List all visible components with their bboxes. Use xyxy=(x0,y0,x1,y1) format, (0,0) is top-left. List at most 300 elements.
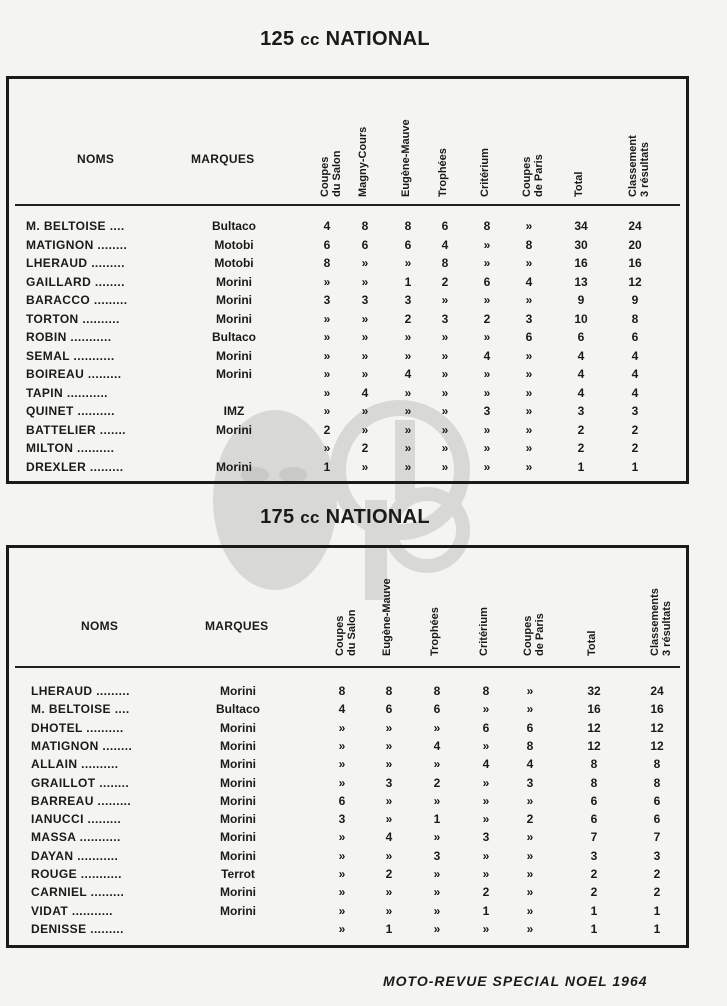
rider-name: MATIGNON ........ xyxy=(26,237,128,252)
score-cell: » xyxy=(482,702,490,717)
score-cell: 6 xyxy=(361,237,369,252)
score-cell: 1 xyxy=(433,812,441,827)
table-row xyxy=(9,684,686,702)
rider-name: MATIGNON ........ xyxy=(31,738,133,753)
score-cell: » xyxy=(323,311,331,326)
table-row xyxy=(9,776,686,794)
table-row xyxy=(9,238,686,256)
score-cell: 3 xyxy=(441,311,449,326)
score-cell: » xyxy=(441,441,449,455)
table-row xyxy=(9,441,686,459)
score-cell: » xyxy=(385,738,393,753)
brand-name: Morini xyxy=(216,422,252,437)
score-cell: » xyxy=(385,903,393,918)
score-cell: » xyxy=(361,330,369,344)
brand-name: Morini xyxy=(220,885,256,900)
table-row xyxy=(9,922,686,940)
score-cell: 6 xyxy=(482,720,490,735)
rider-name: BOIREAU ......... xyxy=(26,367,122,381)
score-cell: » xyxy=(526,921,534,936)
table-row xyxy=(9,849,686,867)
t1-column-header xyxy=(521,154,545,197)
score-cell: 24 xyxy=(628,219,642,233)
score-cell: 34 xyxy=(574,219,588,233)
table1-title: 125 cc NATIONAL xyxy=(260,28,430,50)
score-cell: » xyxy=(361,311,369,326)
score-cell: 6 xyxy=(577,330,585,344)
rider-name: GRAILLOT ........ xyxy=(31,775,130,790)
brand-name: Morini xyxy=(220,738,256,753)
rider-name: BARREAU ......... xyxy=(31,793,132,808)
score-cell: 8 xyxy=(361,219,369,233)
score-cell: 2 xyxy=(433,775,441,790)
score-cell: 3 xyxy=(385,775,393,790)
t1-column-header-line1: Coupes xyxy=(319,156,331,197)
score-cell: 1 xyxy=(653,903,661,918)
brand-name: Morini xyxy=(220,848,256,863)
score-cell: » xyxy=(483,293,491,307)
t1-column-header-line1: Critérium xyxy=(479,148,491,197)
table-row xyxy=(9,830,686,848)
score-cell: 12 xyxy=(650,738,664,753)
score-cell: 1 xyxy=(590,903,598,918)
table1-header-rule xyxy=(15,204,680,206)
score-cell: 2 xyxy=(577,422,585,437)
t1-column-header xyxy=(319,151,343,197)
score-cell: » xyxy=(404,422,412,437)
score-cell: 2 xyxy=(323,422,331,437)
table-row xyxy=(9,256,686,274)
score-cell: 2 xyxy=(482,885,490,900)
score-cell: » xyxy=(433,903,441,918)
score-cell: » xyxy=(441,367,449,381)
score-cell: 4 xyxy=(631,367,639,381)
score-cell: 16 xyxy=(628,256,642,270)
score-cell: 2 xyxy=(653,867,661,881)
t2-column-header xyxy=(522,613,546,656)
score-cell: » xyxy=(441,404,449,418)
score-cell: » xyxy=(433,793,441,808)
score-cell: 1 xyxy=(323,459,331,474)
table-row xyxy=(9,460,686,478)
score-cell: » xyxy=(482,793,490,808)
score-cell: » xyxy=(361,348,369,363)
score-cell: » xyxy=(361,256,369,270)
table-row xyxy=(9,312,686,330)
score-cell: » xyxy=(441,422,449,437)
score-cell: 6 xyxy=(590,812,598,827)
score-cell: » xyxy=(482,738,490,753)
score-cell: 9 xyxy=(631,293,639,307)
score-cell: 8 xyxy=(482,684,490,698)
score-cell: 4 xyxy=(577,385,585,400)
brand-name: Bultaco xyxy=(215,702,260,717)
score-cell: 6 xyxy=(653,793,661,808)
rider-name: CARNIEL ......... xyxy=(31,885,125,900)
score-cell: » xyxy=(323,348,331,363)
score-cell: 8 xyxy=(338,684,346,698)
score-cell: 6 xyxy=(653,812,661,827)
brand-name: Morini xyxy=(220,812,256,827)
score-cell: » xyxy=(441,348,449,363)
score-cell: » xyxy=(338,775,346,790)
score-cell: 12 xyxy=(650,720,664,735)
score-cell: 2 xyxy=(590,867,598,881)
score-cell: » xyxy=(338,720,346,735)
t2-column-header-line2: de Paris xyxy=(534,613,546,656)
score-cell: 2 xyxy=(631,441,639,455)
table2-noms-header: NOMS xyxy=(81,619,119,633)
score-cell: » xyxy=(441,459,449,474)
score-cell: 4 xyxy=(404,367,412,381)
rider-name: BARACCO ......... xyxy=(26,293,128,307)
table-row xyxy=(9,423,686,441)
score-cell: 4 xyxy=(433,738,441,753)
score-cell: 12 xyxy=(587,738,601,753)
score-cell: 24 xyxy=(650,684,664,698)
score-cell: 32 xyxy=(587,684,601,698)
score-cell: » xyxy=(483,385,491,400)
table-row xyxy=(9,794,686,812)
rider-name: M. BELTOISE .... xyxy=(26,219,125,233)
score-cell: » xyxy=(526,848,534,863)
score-cell: » xyxy=(433,830,441,845)
score-cell: 7 xyxy=(590,830,598,845)
t1-column-header xyxy=(627,135,651,197)
score-cell: » xyxy=(482,812,490,827)
brand-name: Morini xyxy=(216,274,252,289)
score-cell: 6 xyxy=(385,702,393,717)
score-cell: » xyxy=(482,775,490,790)
t2-column-header xyxy=(586,631,598,656)
score-cell: 3 xyxy=(361,293,369,307)
score-cell: 16 xyxy=(587,702,601,717)
score-cell: » xyxy=(338,848,346,863)
score-cell: 4 xyxy=(441,237,449,252)
score-cell: 2 xyxy=(526,812,534,827)
rider-name: SEMAL ........... xyxy=(26,348,115,363)
score-cell: » xyxy=(526,903,534,918)
table-row xyxy=(9,702,686,720)
brand-name: Morini xyxy=(220,684,256,698)
score-cell: » xyxy=(525,293,533,307)
t2-column-header-line1: Coupes xyxy=(522,615,534,656)
score-cell: 8 xyxy=(404,219,412,233)
rider-name: DREXLER ......... xyxy=(26,459,124,474)
score-cell: » xyxy=(323,385,331,400)
score-cell: » xyxy=(323,330,331,344)
brand-name: Morini xyxy=(220,757,256,772)
score-cell: 3 xyxy=(323,293,331,307)
t2-column-header-line1: Classements xyxy=(649,588,661,656)
t2-column-header xyxy=(381,578,393,656)
t1-column-header xyxy=(357,127,369,197)
score-cell: 3 xyxy=(525,311,533,326)
table2 xyxy=(6,545,689,948)
score-cell: 6 xyxy=(338,793,346,808)
score-cell: » xyxy=(525,404,533,418)
score-cell: 1 xyxy=(482,903,490,918)
score-cell: » xyxy=(338,867,346,881)
score-cell: » xyxy=(526,867,534,881)
score-cell: 4 xyxy=(577,348,585,363)
score-cell: » xyxy=(526,830,534,845)
score-cell: » xyxy=(404,256,412,270)
score-cell: 6 xyxy=(441,219,449,233)
score-cell: 12 xyxy=(628,274,642,289)
rider-name: M. BELTOISE .... xyxy=(31,702,130,717)
table-row xyxy=(9,812,686,830)
score-cell: 8 xyxy=(441,256,449,270)
t1-column-header xyxy=(437,148,449,197)
score-cell: 8 xyxy=(526,738,534,753)
score-cell: 7 xyxy=(653,830,661,845)
t1-column-header-line1: Coupes xyxy=(521,156,533,197)
score-cell: 8 xyxy=(323,256,331,270)
t1-column-header-line1: Total xyxy=(573,171,585,197)
score-cell: » xyxy=(482,867,490,881)
score-cell: 16 xyxy=(650,702,664,717)
score-cell: 2 xyxy=(361,441,369,455)
t1-column-header xyxy=(573,172,585,197)
t2-column-header-line1: Eugène-Mauve xyxy=(381,578,393,656)
t2-column-header-line1: Total xyxy=(586,630,598,656)
brand-name: Motobi xyxy=(214,256,254,270)
table-row xyxy=(9,386,686,404)
rider-name: DAYAN ........... xyxy=(31,848,119,863)
t1-column-header-line1: Classement xyxy=(627,135,639,197)
rider-name: DHOTEL .......... xyxy=(31,720,124,735)
score-cell: 1 xyxy=(631,459,639,474)
score-cell: » xyxy=(433,757,441,772)
score-cell: 8 xyxy=(631,311,639,326)
score-cell: 4 xyxy=(631,385,639,400)
score-cell: » xyxy=(483,256,491,270)
brand-name: Morini xyxy=(216,367,252,381)
rider-name: LHERAUD ......... xyxy=(26,256,125,270)
table1-marques-header: MARQUES xyxy=(191,152,255,166)
score-cell: » xyxy=(441,330,449,344)
score-cell: 6 xyxy=(323,237,331,252)
rider-name: TORTON .......... xyxy=(26,311,120,326)
rider-name: TAPIN ........... xyxy=(26,385,108,400)
score-cell: » xyxy=(525,422,533,437)
score-cell: » xyxy=(404,404,412,418)
score-cell: » xyxy=(483,237,491,252)
table1-noms-header: NOMS xyxy=(77,152,115,166)
score-cell: 9 xyxy=(577,293,585,307)
footer-caption: MOTO-REVUE SPECIAL NOEL 1964 xyxy=(383,973,648,989)
score-cell: 8 xyxy=(433,684,441,698)
score-cell: 4 xyxy=(361,385,369,400)
brand-name: Bultaco xyxy=(211,330,256,344)
rider-name: LHERAUD ......... xyxy=(31,684,130,698)
score-cell: 20 xyxy=(628,237,642,252)
score-cell: 8 xyxy=(653,775,661,790)
score-cell: » xyxy=(433,720,441,735)
t2-column-header xyxy=(429,607,441,656)
score-cell: 3 xyxy=(404,293,412,307)
brand-name: Terrot xyxy=(221,867,255,881)
table-row xyxy=(9,293,686,311)
table-row xyxy=(9,330,686,348)
rider-name: IANUCCI ......... xyxy=(31,812,122,827)
score-cell: » xyxy=(525,385,533,400)
score-cell: 6 xyxy=(404,237,412,252)
score-cell: » xyxy=(338,757,346,772)
score-cell: 1 xyxy=(404,274,412,289)
score-cell: 4 xyxy=(526,757,534,772)
score-cell: » xyxy=(385,720,393,735)
table-row xyxy=(9,721,686,739)
t1-column-header-line2: de Paris xyxy=(533,154,545,197)
score-cell: » xyxy=(433,885,441,900)
score-cell: 4 xyxy=(338,702,346,717)
t2-column-header-line1: Trophées xyxy=(429,607,441,656)
score-cell: » xyxy=(361,274,369,289)
rider-name: MASSA ........... xyxy=(31,830,121,845)
table-row xyxy=(9,904,686,922)
t2-column-header-line2: 3 résultats xyxy=(661,600,673,656)
score-cell: 8 xyxy=(483,219,491,233)
score-cell: 30 xyxy=(574,237,588,252)
table-row xyxy=(9,757,686,775)
score-cell: » xyxy=(482,921,490,936)
rider-name: ROBIN ........... xyxy=(26,330,112,344)
score-cell: » xyxy=(482,848,490,863)
score-cell: 10 xyxy=(574,311,588,326)
score-cell: 1 xyxy=(385,921,393,936)
rider-name: DENISSE ......... xyxy=(31,921,124,936)
table-row xyxy=(9,404,686,422)
brand-name: Morini xyxy=(216,459,252,474)
score-cell: 6 xyxy=(525,330,533,344)
score-cell: » xyxy=(338,921,346,936)
brand-name: Morini xyxy=(216,348,252,363)
score-cell: » xyxy=(525,256,533,270)
score-cell: » xyxy=(483,422,491,437)
score-cell: 3 xyxy=(653,848,661,863)
brand-name: Morini xyxy=(220,793,256,808)
score-cell: 12 xyxy=(587,720,601,735)
score-cell: 2 xyxy=(441,274,449,289)
score-cell: » xyxy=(361,422,369,437)
score-cell: 8 xyxy=(385,684,393,698)
score-cell: 8 xyxy=(590,757,598,772)
score-cell: 2 xyxy=(631,422,639,437)
score-cell: » xyxy=(385,793,393,808)
score-cell: » xyxy=(525,367,533,381)
score-cell: 3 xyxy=(433,848,441,863)
score-cell: » xyxy=(323,274,331,289)
score-cell: 3 xyxy=(482,830,490,845)
score-cell: » xyxy=(338,830,346,845)
score-cell: » xyxy=(323,441,331,455)
score-cell: » xyxy=(483,367,491,381)
score-cell: » xyxy=(404,385,412,400)
score-cell: » xyxy=(385,812,393,827)
brand-name: Morini xyxy=(220,830,256,845)
rider-name: GAILLARD ........ xyxy=(26,274,125,289)
score-cell: » xyxy=(361,367,369,381)
score-cell: » xyxy=(323,404,331,418)
t2-column-header xyxy=(649,588,673,656)
score-cell: 3 xyxy=(483,404,491,418)
table-row xyxy=(9,867,686,885)
score-cell: 4 xyxy=(323,219,331,233)
score-cell: » xyxy=(338,738,346,753)
score-cell: 1 xyxy=(590,921,598,936)
t1-column-header-line1: Eugène-Mauve xyxy=(400,119,412,197)
score-cell: » xyxy=(483,459,491,474)
score-cell: » xyxy=(483,441,491,455)
table2-title: 175 cc NATIONAL xyxy=(260,506,430,528)
score-cell: » xyxy=(441,385,449,400)
score-cell: 2 xyxy=(590,885,598,900)
score-cell: » xyxy=(404,459,412,474)
score-cell: » xyxy=(526,793,534,808)
score-cell: » xyxy=(385,848,393,863)
score-cell: » xyxy=(525,441,533,455)
t1-column-header-line1: Trophées xyxy=(437,148,449,197)
score-cell: 3 xyxy=(526,775,534,790)
score-cell: » xyxy=(526,885,534,900)
t1-column-header-line2: 3 résultats xyxy=(639,141,651,197)
score-cell: » xyxy=(433,867,441,881)
brand-name: IMZ xyxy=(223,404,245,418)
brand-name: Morini xyxy=(216,311,252,326)
rider-name: VIDAT ........... xyxy=(31,903,113,918)
t1-column-header-line1: Magny-Cours xyxy=(357,126,369,197)
table-row xyxy=(9,885,686,903)
score-cell: » xyxy=(441,293,449,307)
brand-name: Motobi xyxy=(214,237,254,252)
score-cell: 2 xyxy=(404,311,412,326)
score-cell: 3 xyxy=(577,404,585,418)
t2-column-header xyxy=(478,607,490,656)
score-cell: 8 xyxy=(590,775,598,790)
score-cell: 3 xyxy=(631,404,639,418)
score-cell: » xyxy=(338,885,346,900)
rider-name: MILTON .......... xyxy=(26,441,115,455)
score-cell: » xyxy=(385,757,393,772)
t2-column-header-line2: du Salon xyxy=(346,609,358,656)
score-cell: 6 xyxy=(433,702,441,717)
t2-column-header xyxy=(334,610,358,656)
score-cell: 4 xyxy=(483,348,491,363)
score-cell: 6 xyxy=(590,793,598,808)
score-cell: 4 xyxy=(577,367,585,381)
brand-name: Bultaco xyxy=(211,219,256,233)
score-cell: 3 xyxy=(338,812,346,827)
score-cell: » xyxy=(361,404,369,418)
score-cell: 1 xyxy=(653,921,661,936)
rider-name: ALLAIN .......... xyxy=(31,757,119,772)
rider-name: ROUGE ........... xyxy=(31,867,122,881)
score-cell: » xyxy=(404,348,412,363)
score-cell: » xyxy=(526,684,534,698)
brand-name: Morini xyxy=(216,293,252,307)
table2-marques-header: MARQUES xyxy=(205,619,269,633)
score-cell: 1 xyxy=(577,459,585,474)
score-cell: » xyxy=(525,348,533,363)
score-cell: 16 xyxy=(574,256,588,270)
score-cell: 2 xyxy=(483,311,491,326)
score-cell: » xyxy=(404,330,412,344)
score-cell: 4 xyxy=(525,274,533,289)
brand-name: Morini xyxy=(220,775,256,790)
score-cell: 4 xyxy=(631,348,639,363)
